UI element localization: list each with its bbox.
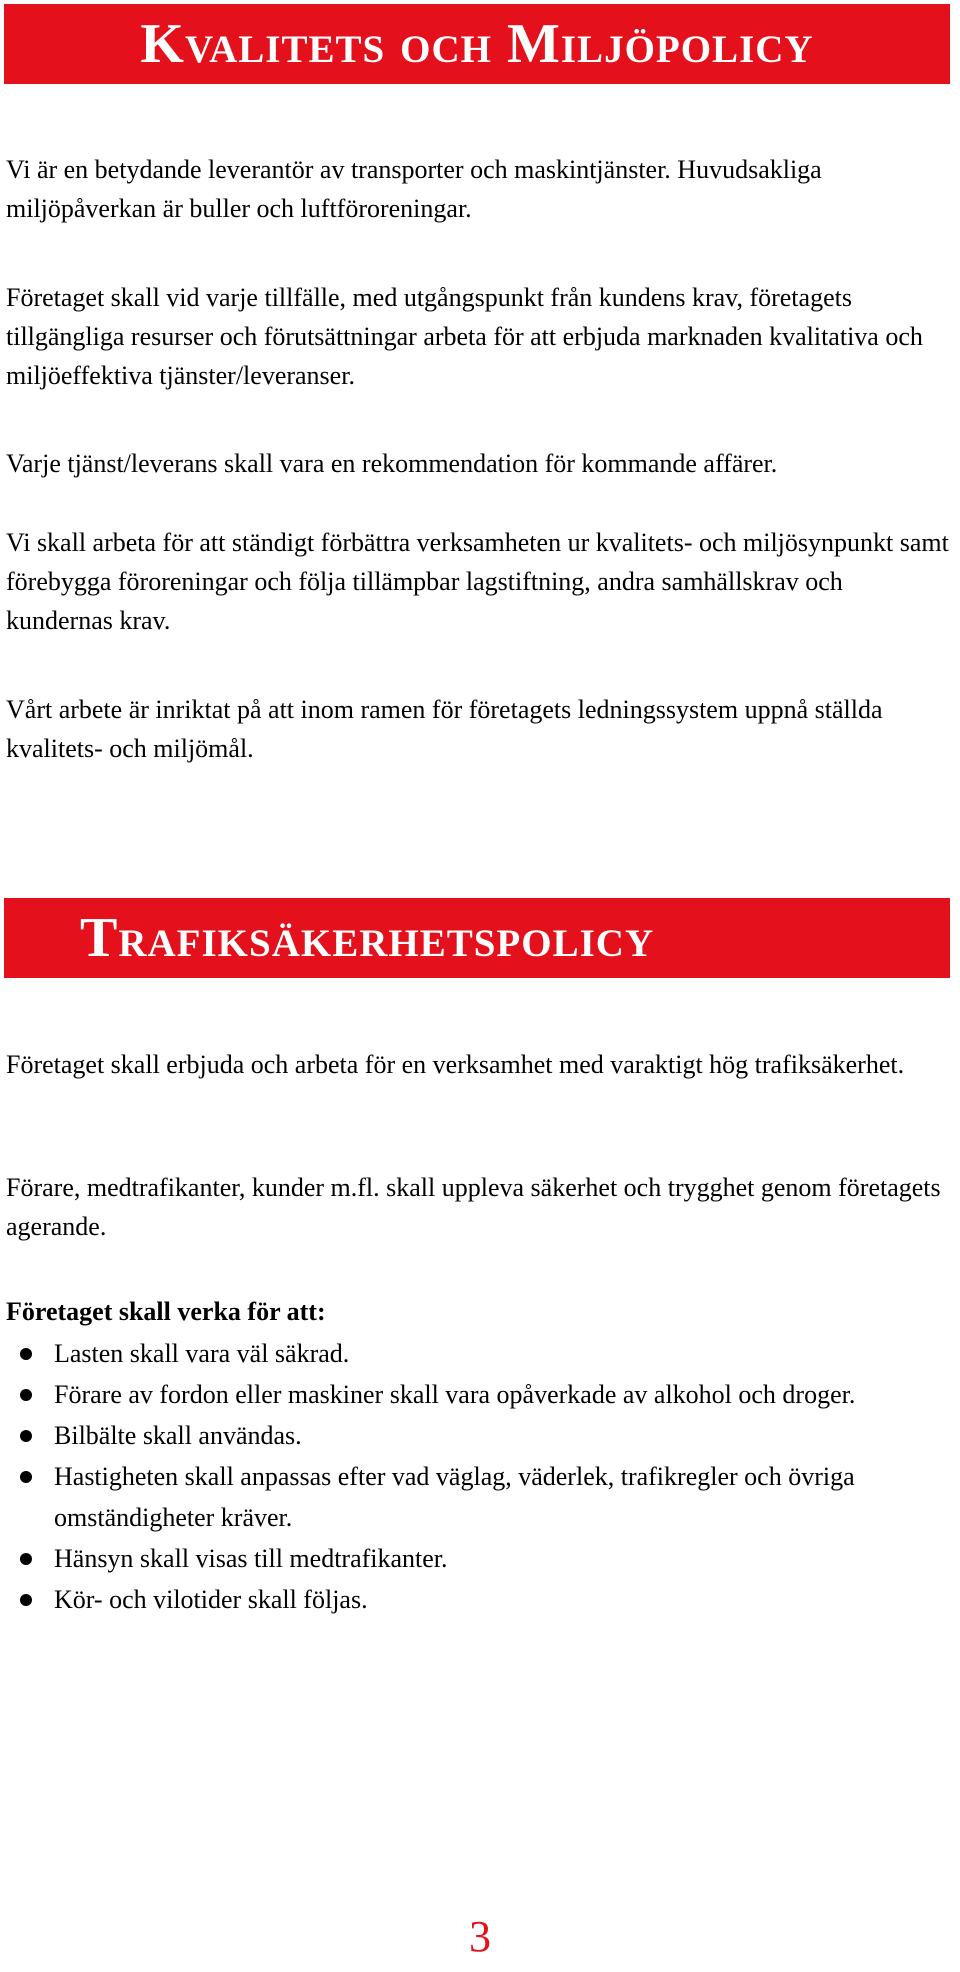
section-title-traffic-safety: Trafiksäkerhetspolicy: [4, 898, 950, 978]
policy-paragraph-goals: Vårt arbete är inriktat på att inom ramen för företagets ledningssystem uppnå ställda kvalitets- och miljömål.: [6, 695, 883, 763]
section-title-quality-environment: Kvalitets och Miljöpolicy: [4, 4, 950, 84]
list-item-text: Kör- och vilotider skall följas.: [54, 1585, 368, 1614]
bullet-icon: [20, 1594, 32, 1606]
bullet-icon: [20, 1430, 32, 1442]
policy-paragraph-resources: Företaget skall vid varje tillfälle, med utgångspunkt från kundens krav, företagets tillgängliga resurser och förutsättningar arbeta för att erbjuda marknaden kvalitativa och miljöeffektiva tjänster/leveranser.: [6, 283, 923, 390]
traffic-rules-list: [6, 1333, 950, 1620]
list-item: [6, 1456, 950, 1538]
bullet-icon: [20, 1348, 32, 1360]
list-item: [6, 1374, 950, 1415]
list-item-text: Förare av fordon eller maskiner skall vara opåverkade av alkohol och droger.: [54, 1380, 856, 1409]
bullet-icon: [20, 1471, 32, 1483]
list-item-text: Hänsyn skall visas till medtrafikanter.: [54, 1544, 448, 1573]
policy-paragraph-recommendation: Varje tjänst/leverans skall vara en rekommendation för kommande affärer.: [6, 449, 778, 478]
list-item: [6, 1333, 950, 1374]
list-heading: Företaget skall verka för att:: [6, 1297, 326, 1326]
bullet-icon: [20, 1553, 32, 1565]
list-item-text: Lasten skall vara väl säkrad.: [54, 1339, 350, 1368]
intro-paragraph: Vi är en betydande leverantör av transporter och maskintjänster. Huvudsakliga miljöpåverkan är buller och luftföroreningar.: [6, 155, 822, 223]
traffic-paragraph-safety: Företaget skall erbjuda och arbeta för en verksamhet med varaktigt hög trafiksäkerhet.: [6, 1050, 905, 1079]
page-number: 3: [469, 1912, 491, 1961]
list-item: [6, 1579, 950, 1620]
list-item: [6, 1538, 950, 1579]
list-item-text: Bilbälte skall användas.: [54, 1421, 302, 1450]
list-item: [6, 1415, 950, 1456]
policy-paragraph-improvement: Vi skall arbeta för att ständigt förbättra verksamheten ur kvalitets- och miljösynpunkt samt förebygga föroreningar och följa tillämpbar lagstiftning, andra samhällskrav och kundernas krav.: [6, 528, 949, 635]
list-item-text: Hastigheten skall anpassas efter vad väglag, väderlek, trafikregler och övriga omständigheter kräver.: [54, 1462, 855, 1532]
bullet-icon: [20, 1389, 32, 1401]
traffic-paragraph-trust: Förare, medtrafikanter, kunder m.fl. skall uppleva säkerhet och trygghet genom företagets agerande.: [6, 1173, 941, 1241]
